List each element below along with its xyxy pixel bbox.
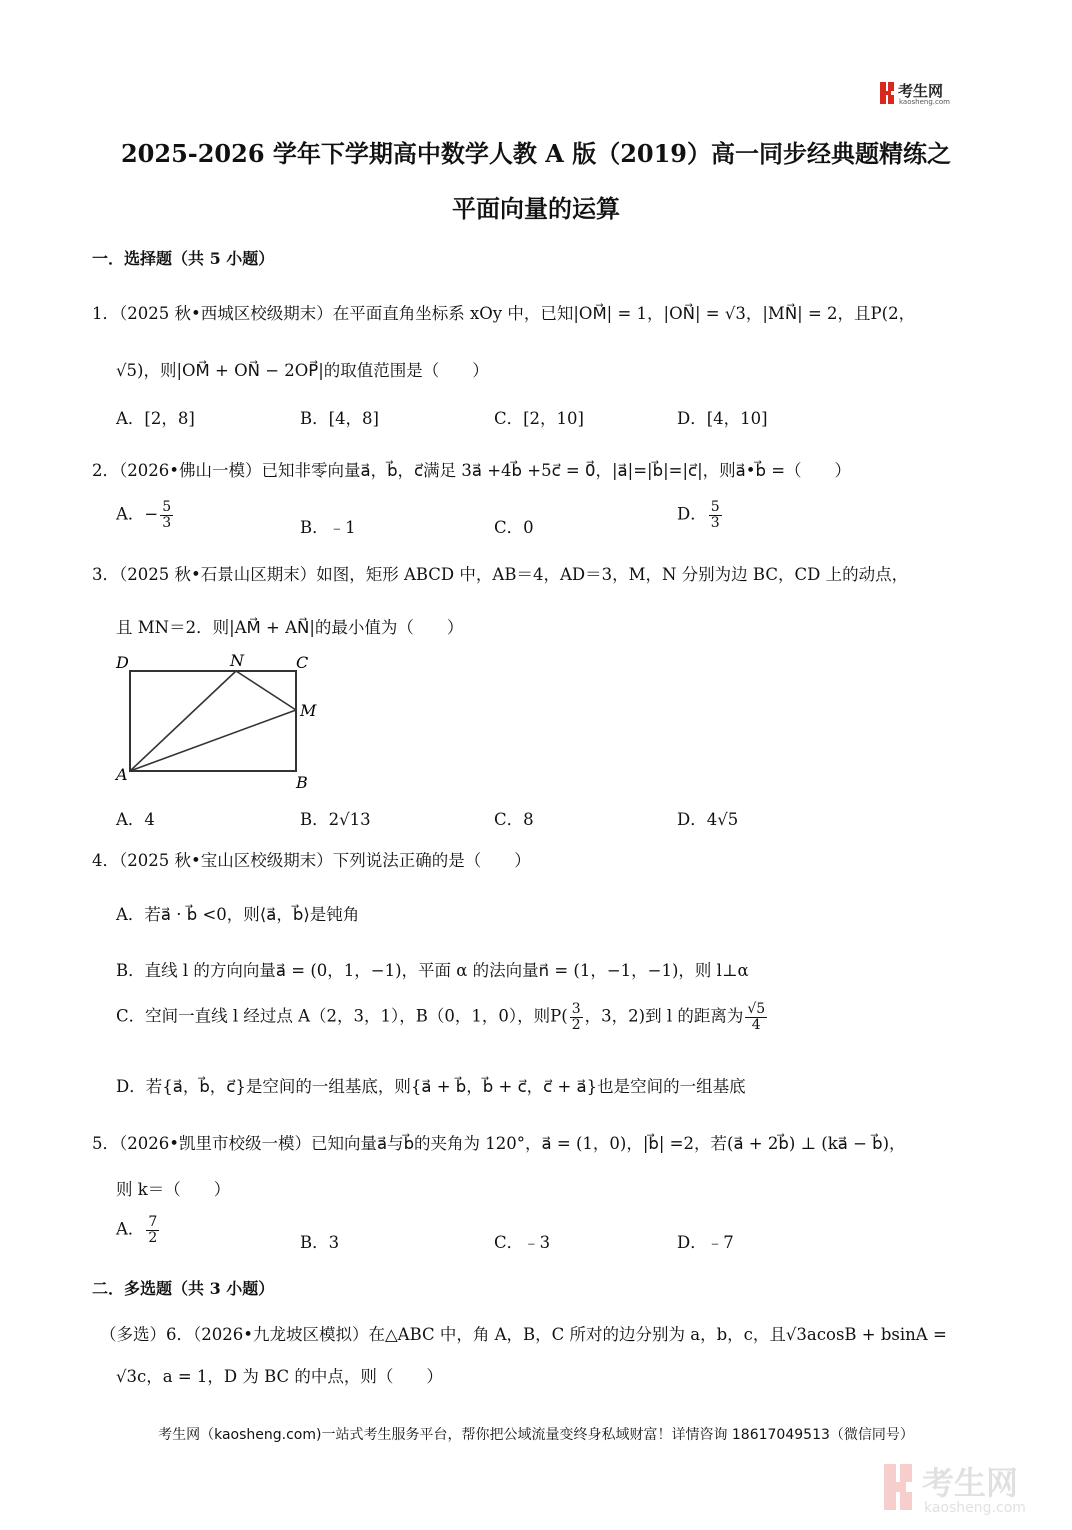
question-4-option-d: D．若{a⃗，b⃗，c⃗}是空间的一组基底，则{a⃗ + b⃗，b⃗ + c⃗，c⃗ + a⃗}也是空间的一组基底 — [116, 1077, 746, 1096]
question-3-line2: 且 MN＝2．则|AM⃗ + AN⃗|的最小值为（ ） — [116, 618, 464, 637]
question-5-option-b: B．3 — [300, 1233, 340, 1252]
question-2-option-b: B．﹣1 — [300, 518, 356, 537]
brand-logo — [880, 80, 968, 106]
page-title-line1: 2025-2026 学年下学期高中数学人教 A 版（2019）高一同步经典题精练之 — [120, 139, 952, 168]
watermark-logo — [880, 1458, 1060, 1518]
segment-mn — [236, 671, 296, 710]
question-2-option-d: D． $\frac{5}{3}$ — [677, 499, 720, 531]
question-2-option-a: A．− $\frac{5}{3}$ — [116, 499, 172, 531]
svg-text:考生网: 考生网 — [898, 82, 944, 100]
footer-text: 考生网（kaosheng.com)一站式考生服务平台，帮你把公域流量变终身私域财富！详情咨询 18617049513（微信同号） — [158, 1427, 914, 1443]
svg-text:kaosheng.com: kaosheng.com — [924, 1500, 1026, 1516]
question-4-option-b: B．直线 l 的方向向量a⃗ = (0，1，−1)，平面 α 的法向量n⃗ = (1，−1，−1)，则 l⊥α — [116, 961, 749, 980]
segment-am — [130, 710, 296, 771]
question-1-option-b: B．[4，8] — [300, 409, 379, 428]
question-1-option-c: C．[2，10] — [494, 409, 584, 428]
rectangle-diagram — [108, 648, 328, 798]
section-heading-choice: 一．选择题（共 5 小题） — [92, 249, 275, 268]
svg-text:kaosheng.com: kaosheng.com — [899, 98, 950, 106]
question-3-option-a: A．4 — [116, 810, 155, 829]
label-b: B — [296, 773, 308, 792]
question-4-option-a: A．若a⃗ · b⃗ <0，则⟨a⃗，b⃗⟩是钝角 — [116, 905, 360, 924]
question-2-option-c: C．0 — [494, 518, 534, 537]
page-title-line2: 平面向量的运算 — [452, 194, 620, 223]
watermark-icon — [880, 1458, 1060, 1518]
label-m: M — [300, 701, 317, 720]
rectangle-figure — [108, 648, 328, 802]
label-a: A — [116, 765, 128, 784]
brand-logo-icon — [880, 80, 968, 106]
question-1-option-a: A．[2，8] — [116, 409, 195, 428]
question-6-line1: （多选）6．（2026•九龙坡区模拟）在△ABC 中，角 A，B，C 所对的边分别为 a，b，c，且√3acosB + bsinA = — [100, 1325, 947, 1344]
question-2-line1: 2．（2026•佛山一模）已知非零向量a⃗，b⃗，c⃗满足 3a⃗ +4b⃗ +5c⃗ = 0⃗，|a⃗|=|b⃗|=|c⃗|，则a⃗•b⃗ =（ ） — [92, 461, 852, 480]
label-n: N — [230, 651, 244, 670]
rect-abcd — [130, 671, 296, 771]
question-3-line1: 3．（2025 秋•石景山区期末）如图，矩形 ABCD 中，AB＝4，AD＝3，M，N 分别为边 BC，CD 上的动点， — [92, 565, 909, 584]
label-d: D — [116, 653, 129, 672]
question-3-option-d: D．4√5 — [677, 810, 739, 829]
question-5-option-a: A． $\frac{7}{2}$ — [116, 1214, 158, 1246]
question-4-option-c: C．空间一直线 l 经过点 A（2，3，1），B（0，1，0），则P( $\frac{3}{2}$ ，3，2)到 l 的距离为 $\frac{√5}{4}$ — [116, 1001, 766, 1033]
question-5-line1: 5．（2026•凯里市校级一模）已知向量a⃗与b⃗的夹角为 120°，a⃗ = (1，0)，|b⃗| =2，若(a⃗ + 2b⃗) ⊥ (ka⃗ − b⃗)， — [92, 1134, 906, 1153]
svg-text:考生网: 考生网 — [922, 1464, 1019, 1502]
question-5-option-d: D．﹣7 — [677, 1233, 734, 1252]
question-1-line1: 1．（2025 秋•西城区校级期末）在平面直角坐标系 xOy 中，已知|OM⃗| = 1，|ON⃗| = √3，|MN⃗| = 2，且P(2， — [92, 304, 916, 323]
question-6-line2: √3c，a = 1，D 为 BC 的中点，则（ ） — [116, 1367, 443, 1386]
label-c: C — [296, 653, 309, 672]
question-5-line2: 则 k＝（ ） — [116, 1180, 231, 1199]
section-heading-multi: 二．多选题（共 3 小题） — [92, 1279, 275, 1298]
segment-an — [130, 671, 236, 771]
question-1-line2: √5)，则|OM⃗ + ON⃗ − 2OP⃗|的取值范围是（ ） — [116, 361, 489, 380]
question-3-option-b: B．2√13 — [300, 810, 371, 829]
question-4-line1: 4．（2025 秋•宝山区校级期末）下列说法正确的是（ ） — [92, 851, 531, 870]
question-1-option-d: D．[4，10] — [677, 409, 768, 428]
question-5-option-c: C．﹣3 — [494, 1233, 551, 1252]
question-3-option-c: C．8 — [494, 810, 534, 829]
